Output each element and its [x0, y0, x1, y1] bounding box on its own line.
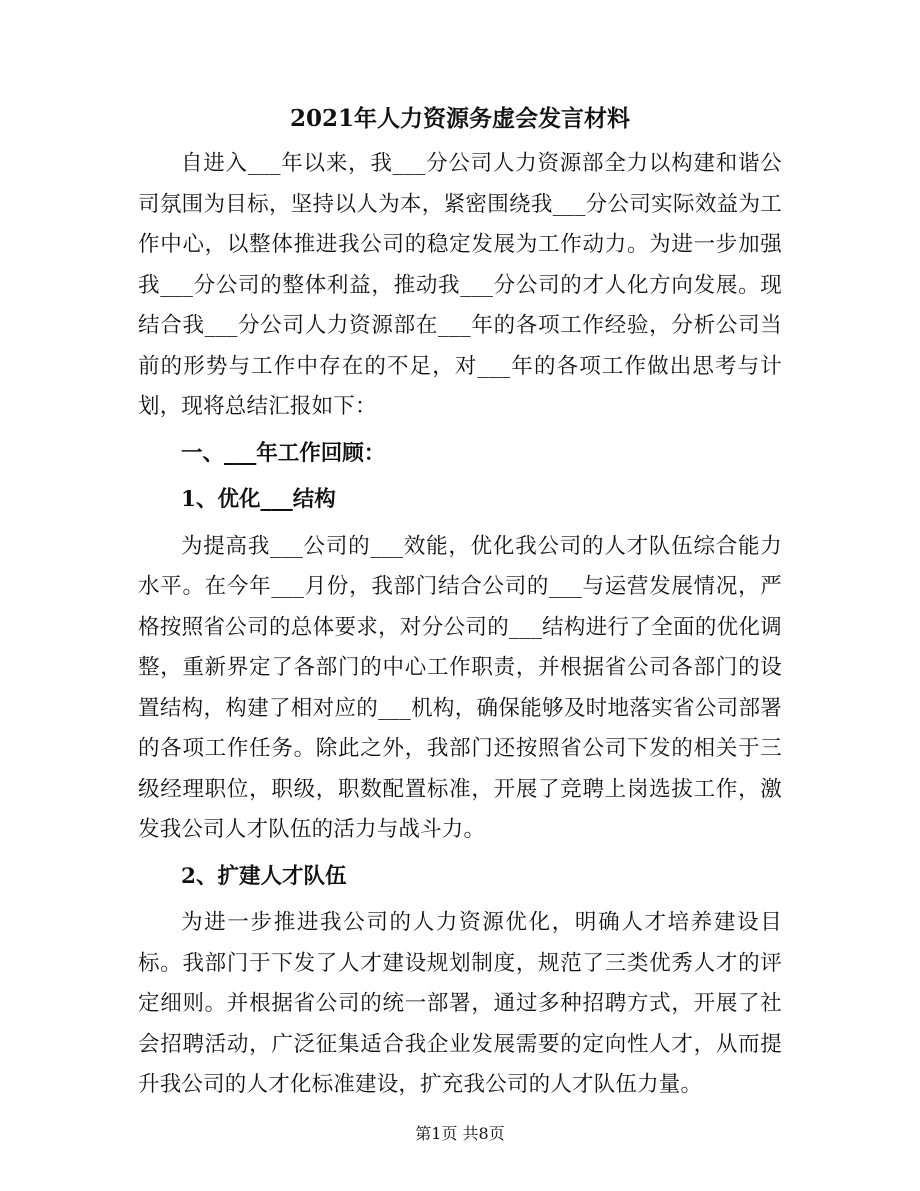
- document-page: [138, 100, 782, 1106]
- item-paragraph-expand-talent: 为进一步推进我公司的人力资源优化，明确人才培养建设目标。我部门于下发了人才建设规划制度，规范了三类优秀人才的评定细则。并根据省公司的统一部署，通过多种招聘方式，开展了社会招聘活动，广泛征集适合我企业发展需要的定向性人才，从而提升我公司的人才化标准建设，扩充我公司的人才队伍力量。: [138, 910, 782, 1097]
- intro-paragraph: 自进入___年以来，我___分公司人力资源部全力以构建和谐公司氛围为目标，坚持以人为本，紧密围绕我___分公司实际效益为工作中心，以整体推进我公司的稳定发展为工作动力。为进一步加强我___分公司的整体利益，推动我___分公司的才人化方向发展。现结合我___分公司人力资源部在___年的各项工作经验，分析公司当前的形势与工作中存在的不足，对___年的各项工作做出思考与计划，现将总结汇报如下：: [138, 151, 782, 419]
- page-number-footer: 第1页 共8页: [415, 1124, 505, 1143]
- item-heading-optimize-structure: 1、优化___结构: [181, 487, 336, 512]
- section-heading-review: 一、___年工作回顾：: [181, 440, 386, 466]
- item-paragraph-optimize-structure: 为提高我___公司的___效能，优化我公司的人才队伍综合能力水平。在今年___月份，我部门结合公司的___与运营发展情况，严格按照省公司的总体要求，对分公司的___结构进行了全面的优化调整，重新界定了各部门的中心工作职责，并根据省公司各部门的设置结构，构建了相对应的___机构，确保能够及时地落实省公司部署的各项工作任务。除此之外，我部门还按照省公司下发的相关于三级经理职位，职级，职数配置标准，开展了竞聘上岗选拔工作，激发我公司人才队伍的活力与战斗力。: [138, 533, 782, 842]
- item-heading-expand-talent: 2、扩建人才队伍: [181, 863, 347, 889]
- document-title: 2021年人力资源务虚会发言材料: [289, 105, 630, 132]
